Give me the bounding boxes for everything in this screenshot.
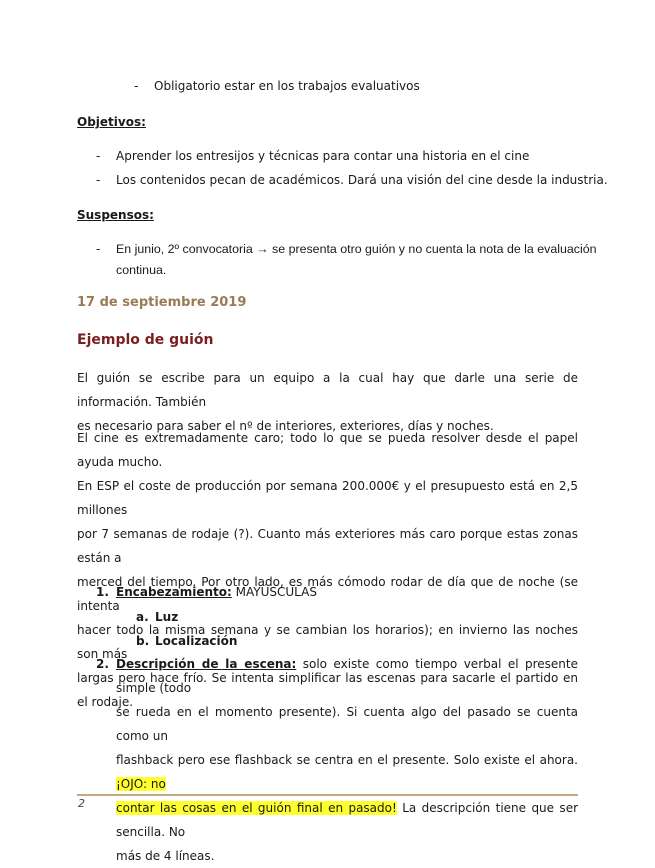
- paragraph-line: por 7 semanas de rodaje (?). Cuanto más exteriores más caro porque estas zonas están a: [77, 527, 578, 565]
- item-line: flashback pero ese flashback se centra en el presente. Solo existe el ahora. ¡OJO: no: [116, 753, 578, 791]
- page-number: 2: [78, 797, 85, 810]
- item-line: [116, 584, 317, 600]
- subitem-text: Luz: [155, 610, 179, 624]
- list-item-line2: continua.: [116, 263, 167, 277]
- highlight: contar las cosas en el guión final en pasado!: [116, 801, 397, 815]
- bullet-marker: -: [134, 79, 139, 93]
- list-item-line1: En junio, 2º convocatoria → se presenta otro guión y no cuenta la nota de la evaluación: [116, 242, 597, 256]
- footer-rule: [77, 794, 578, 796]
- highlight: ¡OJO: no: [116, 777, 166, 791]
- bullet-marker: -: [96, 149, 101, 163]
- paragraph-line: hacer todo la misma semana y se cambian los horarios); en invierno las noches son más: [77, 623, 578, 661]
- item-line: Descripción de la escena: solo existe como tiempo verbal el presente simple (todo: [116, 657, 579, 695]
- paragraph-line: es necesario para saber el nº de interiores, exteriores, días y noches.: [77, 419, 494, 433]
- section-title: Ejemplo de guión: [77, 332, 214, 348]
- item-label: Encabezamiento:: [116, 585, 232, 599]
- item-line: contar las cosas en el guión final en pasado! La descripción tiene que ser sencilla. No: [116, 801, 579, 839]
- date-heading: 17 de septiembre 2019: [77, 295, 247, 310]
- item-line: se rueda en el momento presente). Si cuenta algo del pasado se cuenta como un: [116, 705, 578, 743]
- paragraph-line: merced del tiempo. Por otro lado, es más cómodo rodar de día que de noche (se intenta: [77, 575, 578, 613]
- item-rest: MAYÚSCULAS: [231, 585, 317, 599]
- item-body: [116, 652, 578, 868]
- subitem-text: Localización: [155, 634, 238, 648]
- item-line: más de 4 líneas.: [116, 849, 215, 863]
- paragraph-line: largas pero hace frío. Se intenta simplificar las escenas para sacarle el partido en el rodaje.: [77, 671, 578, 709]
- list-item: Aprender los entresijos y técnicas para contar una historia en el cine: [116, 149, 530, 163]
- bullet-marker: -: [96, 242, 101, 256]
- item-label: Descripción de la escena:: [116, 657, 297, 671]
- suspensos-heading: Suspensos:: [77, 208, 154, 222]
- objetivos-heading: Objetivos:: [77, 115, 146, 129]
- paragraph-line: En ESP el coste de producción por semana 200.000€ y el presupuesto está en 2,5 millones: [77, 479, 578, 517]
- item-number: 2.: [96, 657, 109, 671]
- bullet-marker: -: [96, 173, 101, 187]
- paragraph-line: El cine es extremadamente caro; todo lo que se pueda resolver desde el papel ayuda mucho.: [77, 431, 578, 469]
- subitem-letter: b.: [136, 634, 150, 648]
- subitem-letter: a.: [136, 610, 149, 624]
- paragraph-line: El guión se escribe para un equipo a la cual hay que darle una serie de información. También: [77, 371, 578, 409]
- bullet-text: Obligatorio estar en los trabajos evaluativos: [154, 79, 420, 93]
- item-number: 1.: [96, 585, 109, 599]
- list-item: Los contenidos pecan de académicos. Dará una visión del cine desde la industria.: [116, 173, 608, 187]
